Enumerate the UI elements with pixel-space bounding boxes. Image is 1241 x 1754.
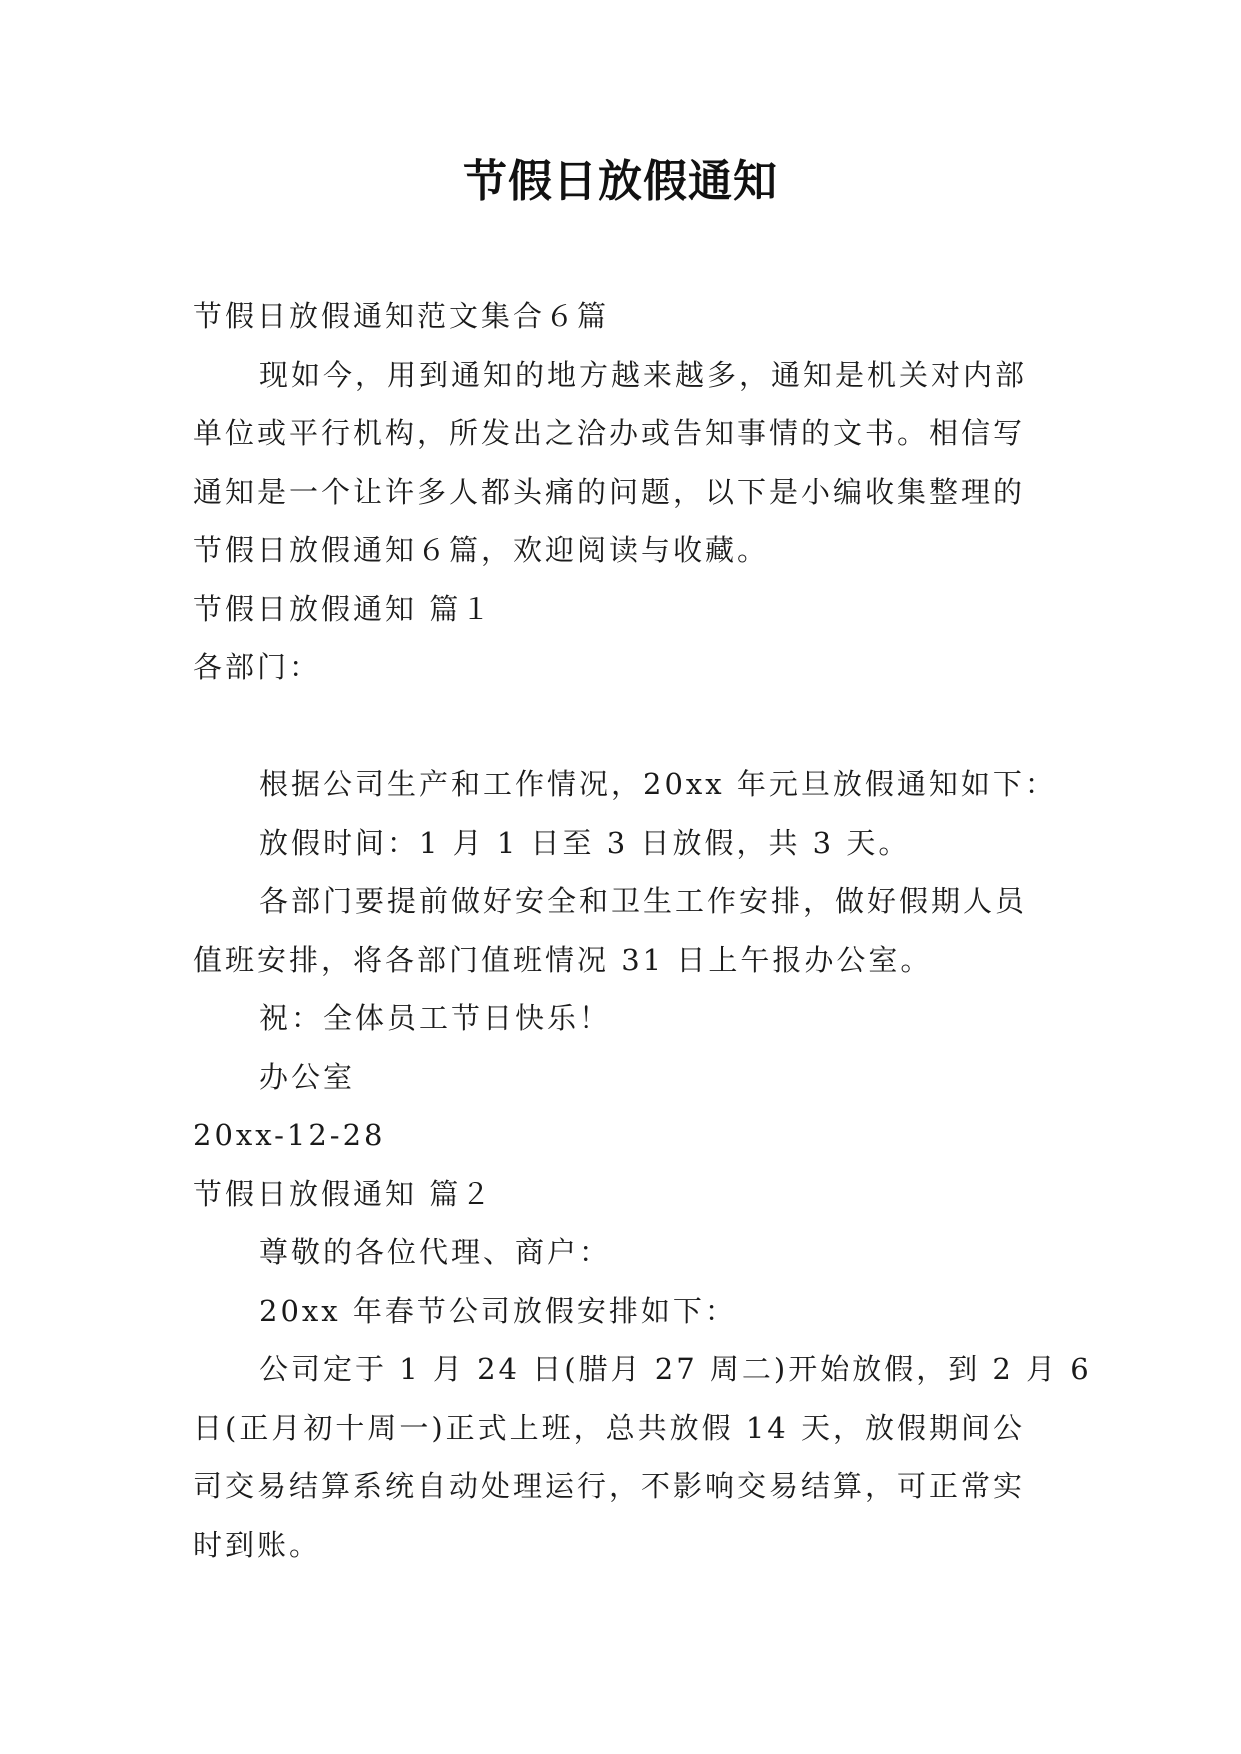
intro-paragraph-line: 通知是一个让许多人都头痛的问题，以下是小编收集整理的 <box>193 474 1026 509</box>
salutation: 尊敬的各位代理、商户： <box>259 1235 612 1269</box>
blank-line <box>193 697 1063 756</box>
salutation: 各部门： <box>193 650 322 684</box>
document-body <box>193 287 1092 1574</box>
signature-office: 办公室 <box>259 1059 356 1094</box>
notice-paragraph-line: 放假时间：1 月 1 日至 3 日放假，共 3 天。 <box>259 825 911 860</box>
notice-paragraph-line: 时到账。 <box>193 1527 322 1562</box>
section-heading-1: 节假日放假通知 篇１ <box>193 591 494 626</box>
section-heading-2: 节假日放假通知 篇２ <box>193 1176 494 1211</box>
notice-paragraph-line: 20xx 年春节公司放假安排如下： <box>259 1293 737 1328</box>
greeting-line: 祝：全体员工节日快乐！ <box>259 1001 612 1035</box>
notice-paragraph-line: 值班安排，将各部门值班情况 31 日上午报办公室。 <box>193 942 933 977</box>
notice-paragraph-line: 根据公司生产和工作情况，20xx 年元旦放假通知如下： <box>259 767 1057 801</box>
intro-paragraph-line: 节假日放假通知６篇，欢迎阅读与收藏。 <box>193 533 770 567</box>
document-title: 节假日放假通知 <box>463 156 778 207</box>
notice-paragraph-line: 公司定于 1 月 24 日(腊月 27 周二)开始放假，到 2 月 6 <box>259 1352 1092 1386</box>
signature-date: 20xx-12-28 <box>193 1118 386 1152</box>
notice-paragraph-line: 各部门要提前做好安全和卫生工作安排，做好假期人员 <box>259 884 1028 918</box>
notice-paragraph-line: 司交易结算系统自动处理运行，不影响交易结算，可正常实 <box>193 1469 1026 1503</box>
notice-paragraph-line: 日(正月初十周一)正式上班，总共放假 14 天，放假期间公 <box>193 1410 1025 1445</box>
intro-paragraph-line: 现如今，用到通知的地方越来越多，通知是机关对内部 <box>259 357 1028 392</box>
intro-paragraph-line: 单位或平行机构，所发出之洽办或告知事情的文书。相信写 <box>193 416 1026 450</box>
subtitle-line: 节假日放假通知范文集合６篇 <box>193 299 610 333</box>
